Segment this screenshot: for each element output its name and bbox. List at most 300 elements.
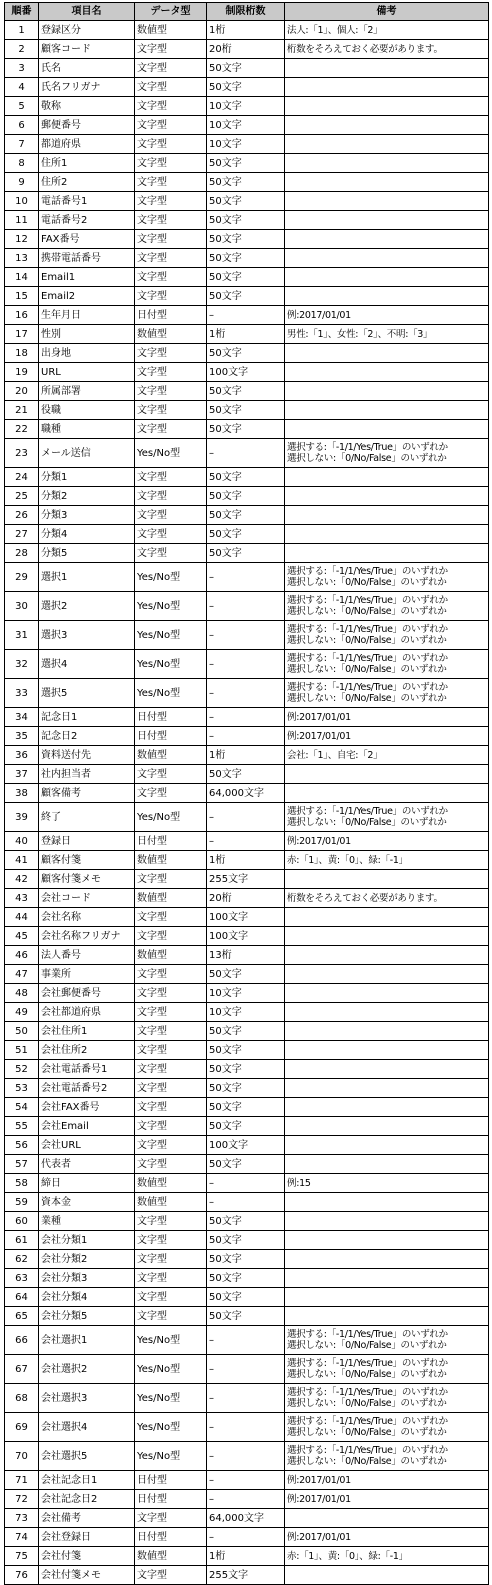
note-cell (285, 468, 489, 487)
note-cell (285, 154, 489, 173)
row-number: 22 (5, 420, 39, 439)
limit-cell: – (207, 563, 285, 592)
row-number: 74 (5, 1528, 39, 1547)
data-type-cell: 文字型 (135, 870, 207, 889)
limit-cell: – (207, 592, 285, 621)
data-type-cell: 文字型 (135, 344, 207, 363)
note-cell (285, 1003, 489, 1022)
note-cell (285, 984, 489, 1003)
limit-cell: – (207, 832, 285, 851)
data-type-cell: 文字型 (135, 420, 207, 439)
note-line: 選択しない:「0/No/False」のいずれか (287, 1427, 447, 1438)
table-row (5, 1528, 489, 1547)
field-name-cell: URL (39, 363, 135, 382)
row-number: 14 (5, 268, 39, 287)
table-row (5, 173, 489, 192)
field-name-cell: 会社郵便番号 (39, 984, 135, 1003)
limit-cell: – (207, 306, 285, 325)
row-number: 50 (5, 1022, 39, 1041)
data-type-cell: 文字型 (135, 382, 207, 401)
row-number: 27 (5, 525, 39, 544)
note-line: 選択する:「-1/1/Yes/True」のいずれか (287, 653, 448, 664)
data-type-cell: 文字型 (135, 1250, 207, 1269)
field-name-cell: 法人番号 (39, 946, 135, 965)
table-row (5, 211, 489, 230)
data-type-cell: 文字型 (135, 59, 207, 78)
table-row (5, 784, 489, 803)
limit-cell: 50文字 (207, 506, 285, 525)
row-number: 28 (5, 544, 39, 563)
field-name-cell: 選択5 (39, 679, 135, 708)
table-row (5, 746, 489, 765)
field-name-cell: 会社コード (39, 889, 135, 908)
data-type-cell: 日付型 (135, 306, 207, 325)
table-row (5, 59, 489, 78)
table-row (5, 268, 489, 287)
limit-cell: – (207, 1413, 285, 1442)
field-name-cell: 会社分類4 (39, 1288, 135, 1307)
note-cell (285, 727, 489, 746)
data-type-cell: 数値型 (135, 1174, 207, 1193)
field-name-cell: 分類2 (39, 487, 135, 506)
row-number: 21 (5, 401, 39, 420)
field-name-cell: 会社分類2 (39, 1250, 135, 1269)
table-row (5, 889, 489, 908)
row-number: 11 (5, 211, 39, 230)
limit-cell: – (207, 1490, 285, 1509)
table-row (5, 851, 489, 870)
row-number: 48 (5, 984, 39, 1003)
row-number: 41 (5, 851, 39, 870)
table-row (5, 401, 489, 420)
note-line: 選択しない:「0/No/False」のいずれか (287, 1369, 447, 1380)
data-type-cell: 文字型 (135, 173, 207, 192)
note-cell (285, 1041, 489, 1060)
note-cell (285, 650, 489, 679)
note-line: 選択する:「-1/1/Yes/True」のいずれか (287, 595, 448, 606)
note-line: 例:2017/01/01 (287, 711, 351, 723)
note-cell (285, 870, 489, 889)
data-type-cell: 日付型 (135, 727, 207, 746)
note-line: 桁数をそろえておく必要があります。 (287, 43, 443, 55)
row-number: 44 (5, 908, 39, 927)
table-row (5, 135, 489, 154)
header-no: 順番 (5, 3, 39, 21)
data-type-cell: 日付型 (135, 1528, 207, 1547)
note-line: 選択しない:「0/No/False」のいずれか (287, 635, 447, 646)
data-type-cell: Yes/No型 (135, 1442, 207, 1471)
field-name-cell: 記念日1 (39, 708, 135, 727)
table-row (5, 1136, 489, 1155)
limit-cell: 50文字 (207, 249, 285, 268)
field-name-cell: 登録日 (39, 832, 135, 851)
table-row (5, 1174, 489, 1193)
field-name-cell: 敬称 (39, 97, 135, 116)
note-cell (285, 344, 489, 363)
field-name-cell: 会社選択3 (39, 1384, 135, 1413)
data-type-cell: 文字型 (135, 1155, 207, 1174)
limit-cell: – (207, 1471, 285, 1490)
limit-cell: 50文字 (207, 287, 285, 306)
field-name-cell: 会社電話番号2 (39, 1079, 135, 1098)
table-row (5, 1288, 489, 1307)
limit-cell: 50文字 (207, 1307, 285, 1326)
field-name-cell: 分類4 (39, 525, 135, 544)
header-field-name: 項目名 (39, 3, 135, 21)
row-number: 49 (5, 1003, 39, 1022)
data-type-cell: 文字型 (135, 1288, 207, 1307)
limit-cell: 50文字 (207, 1079, 285, 1098)
data-type-cell: 数値型 (135, 325, 207, 344)
note-line: 選択する:「-1/1/Yes/True」のいずれか (287, 1358, 448, 1369)
table-row (5, 97, 489, 116)
data-type-cell: 文字型 (135, 1117, 207, 1136)
data-type-cell: 文字型 (135, 908, 207, 927)
field-name-cell: 郵便番号 (39, 116, 135, 135)
note-cell (285, 287, 489, 306)
field-name-cell: 顧客備考 (39, 784, 135, 803)
table-row (5, 325, 489, 344)
note-line: 選択しない:「0/No/False」のいずれか (287, 664, 447, 675)
row-number: 38 (5, 784, 39, 803)
row-number: 16 (5, 306, 39, 325)
note-cell (285, 1413, 489, 1442)
table-row (5, 439, 489, 468)
field-name-cell: Email2 (39, 287, 135, 306)
field-name-cell: 会社分類5 (39, 1307, 135, 1326)
table-row (5, 249, 489, 268)
data-type-cell: 文字型 (135, 984, 207, 1003)
note-cell (285, 211, 489, 230)
field-name-cell: 資料送付先 (39, 746, 135, 765)
table-row (5, 621, 489, 650)
row-number: 20 (5, 382, 39, 401)
note-line: 桁数をそろえておく必要があります。 (287, 892, 443, 904)
note-cell (285, 889, 489, 908)
note-cell (285, 21, 489, 40)
data-type-cell: 文字型 (135, 544, 207, 563)
row-number: 46 (5, 946, 39, 965)
row-number: 40 (5, 832, 39, 851)
note-line: 選択する:「-1/1/Yes/True」のいずれか (287, 1416, 448, 1427)
data-type-cell: 文字型 (135, 287, 207, 306)
limit-cell: 50文字 (207, 1212, 285, 1231)
row-number: 47 (5, 965, 39, 984)
row-number: 30 (5, 592, 39, 621)
data-type-cell: 文字型 (135, 525, 207, 544)
data-type-cell: Yes/No型 (135, 679, 207, 708)
data-type-cell: Yes/No型 (135, 1326, 207, 1355)
data-type-cell: 文字型 (135, 784, 207, 803)
limit-cell: 1桁 (207, 21, 285, 40)
note-cell (285, 1490, 489, 1509)
row-number: 37 (5, 765, 39, 784)
row-number: 13 (5, 249, 39, 268)
note-cell (285, 525, 489, 544)
header-row (5, 3, 489, 21)
note-line: 赤:「1」、黄:「0」、緑:「-1」 (287, 1550, 408, 1562)
note-cell (285, 621, 489, 650)
note-line: 選択する:「-1/1/Yes/True」のいずれか (287, 1387, 448, 1398)
limit-cell: – (207, 1326, 285, 1355)
note-cell (285, 765, 489, 784)
field-name-cell: 会社選択2 (39, 1355, 135, 1384)
note-cell (285, 1212, 489, 1231)
field-name-cell: 会社付箋メモ (39, 1566, 135, 1585)
note-cell (285, 908, 489, 927)
note-cell (285, 249, 489, 268)
limit-cell: 50文字 (207, 765, 285, 784)
limit-cell: – (207, 650, 285, 679)
field-name-cell: 選択3 (39, 621, 135, 650)
field-name-cell: 役職 (39, 401, 135, 420)
row-number: 1 (5, 21, 39, 40)
limit-cell: 255文字 (207, 870, 285, 889)
row-number: 59 (5, 1193, 39, 1212)
field-name-cell: 会社分類1 (39, 1231, 135, 1250)
note-cell (285, 135, 489, 154)
field-name-cell: 会社選択1 (39, 1326, 135, 1355)
note-line: 選択する:「-1/1/Yes/True」のいずれか (287, 806, 448, 817)
data-type-cell: 文字型 (135, 363, 207, 382)
data-type-cell: Yes/No型 (135, 1384, 207, 1413)
row-number: 63 (5, 1269, 39, 1288)
row-number: 71 (5, 1471, 39, 1490)
data-type-cell: Yes/No型 (135, 803, 207, 832)
note-cell (285, 851, 489, 870)
data-type-cell: 数値型 (135, 21, 207, 40)
note-cell (285, 1079, 489, 1098)
note-cell (285, 592, 489, 621)
field-name-cell: 会社名称フリガナ (39, 927, 135, 946)
table-row (5, 363, 489, 382)
note-cell (285, 40, 489, 59)
row-number: 60 (5, 1212, 39, 1231)
limit-cell: 50文字 (207, 525, 285, 544)
row-number: 17 (5, 325, 39, 344)
table-row (5, 1098, 489, 1117)
table-row (5, 1060, 489, 1079)
data-type-cell: Yes/No型 (135, 1413, 207, 1442)
table-row (5, 1022, 489, 1041)
table-row (5, 344, 489, 363)
row-number: 33 (5, 679, 39, 708)
row-number: 35 (5, 727, 39, 746)
header-limit: 制限桁数 (207, 3, 285, 21)
limit-cell: – (207, 1442, 285, 1471)
header-data-type: データ型 (135, 3, 207, 21)
data-type-cell: Yes/No型 (135, 563, 207, 592)
limit-cell: 50文字 (207, 1288, 285, 1307)
field-name-cell: 終了 (39, 803, 135, 832)
data-type-cell: 数値型 (135, 851, 207, 870)
table-row (5, 1307, 489, 1326)
note-cell (285, 439, 489, 468)
data-type-cell: 数値型 (135, 1193, 207, 1212)
row-number: 9 (5, 173, 39, 192)
table-row (5, 1355, 489, 1384)
row-number: 6 (5, 116, 39, 135)
row-number: 29 (5, 563, 39, 592)
data-type-cell: 文字型 (135, 965, 207, 984)
field-name-cell: FAX番号 (39, 230, 135, 249)
limit-cell: – (207, 1355, 285, 1384)
row-number: 75 (5, 1547, 39, 1566)
note-cell (285, 803, 489, 832)
field-name-cell: 会社分類3 (39, 1269, 135, 1288)
limit-cell: 1桁 (207, 851, 285, 870)
note-line: 例:2017/01/01 (287, 1493, 351, 1505)
row-number: 12 (5, 230, 39, 249)
note-cell (285, 325, 489, 344)
limit-cell: 64,000文字 (207, 1509, 285, 1528)
table-row (5, 1384, 489, 1413)
table-row (5, 1326, 489, 1355)
table-row (5, 1193, 489, 1212)
limit-cell: 50文字 (207, 544, 285, 563)
note-cell (285, 59, 489, 78)
limit-cell: – (207, 1174, 285, 1193)
row-number: 31 (5, 621, 39, 650)
field-name-cell: 代表者 (39, 1155, 135, 1174)
field-name-cell: 所属部署 (39, 382, 135, 401)
note-cell (285, 506, 489, 525)
limit-cell: 50文字 (207, 173, 285, 192)
data-type-cell: 文字型 (135, 401, 207, 420)
row-number: 26 (5, 506, 39, 525)
data-type-cell: 文字型 (135, 1060, 207, 1079)
row-number: 65 (5, 1307, 39, 1326)
data-type-cell: 文字型 (135, 211, 207, 230)
note-cell (285, 1098, 489, 1117)
row-number: 58 (5, 1174, 39, 1193)
row-number: 23 (5, 439, 39, 468)
data-type-cell: 文字型 (135, 765, 207, 784)
row-number: 19 (5, 363, 39, 382)
row-number: 54 (5, 1098, 39, 1117)
data-type-cell: 文字型 (135, 1212, 207, 1231)
row-number: 15 (5, 287, 39, 306)
table-row (5, 1547, 489, 1566)
field-name-cell: 住所1 (39, 154, 135, 173)
note-cell (285, 487, 489, 506)
field-name-cell: 電話番号2 (39, 211, 135, 230)
note-cell (285, 832, 489, 851)
limit-cell: 50文字 (207, 1117, 285, 1136)
note-line: 例:15 (287, 1177, 311, 1189)
note-line: 選択しない:「0/No/False」のいずれか (287, 817, 447, 828)
limit-cell: 100文字 (207, 363, 285, 382)
data-type-cell: 文字型 (135, 1136, 207, 1155)
note-cell (285, 1509, 489, 1528)
note-cell (285, 784, 489, 803)
table-row (5, 803, 489, 832)
note-cell (285, 746, 489, 765)
row-number: 68 (5, 1384, 39, 1413)
field-name-cell: 締日 (39, 1174, 135, 1193)
data-type-cell: 文字型 (135, 487, 207, 506)
row-number: 8 (5, 154, 39, 173)
limit-cell: 50文字 (207, 1041, 285, 1060)
field-name-cell: 分類3 (39, 506, 135, 525)
row-number: 62 (5, 1250, 39, 1269)
field-name-cell: 顧客コード (39, 40, 135, 59)
limit-cell: 255文字 (207, 1566, 285, 1585)
data-type-cell: 数値型 (135, 1547, 207, 1566)
table-row (5, 1003, 489, 1022)
row-number: 24 (5, 468, 39, 487)
note-line: 例:2017/01/01 (287, 1474, 351, 1486)
table-row (5, 727, 489, 746)
table-row (5, 1490, 489, 1509)
row-number: 53 (5, 1079, 39, 1098)
table-row (5, 1155, 489, 1174)
note-cell (285, 1471, 489, 1490)
limit-cell: 20桁 (207, 889, 285, 908)
table-row (5, 650, 489, 679)
row-number: 42 (5, 870, 39, 889)
data-type-cell: 文字型 (135, 1041, 207, 1060)
data-type-cell: 文字型 (135, 927, 207, 946)
field-name-cell: 電話番号1 (39, 192, 135, 211)
limit-cell: 50文字 (207, 1269, 285, 1288)
limit-cell: 10文字 (207, 1003, 285, 1022)
limit-cell: 1桁 (207, 325, 285, 344)
data-type-cell: 数値型 (135, 889, 207, 908)
field-name-cell: 資本金 (39, 1193, 135, 1212)
note-cell (285, 1231, 489, 1250)
note-cell (285, 1155, 489, 1174)
field-name-cell: 選択4 (39, 650, 135, 679)
table-row (5, 544, 489, 563)
field-name-cell: Email1 (39, 268, 135, 287)
data-type-cell: 文字型 (135, 1307, 207, 1326)
note-line: 例:2017/01/01 (287, 730, 351, 742)
field-name-cell: 会社URL (39, 1136, 135, 1155)
data-type-cell: 文字型 (135, 1509, 207, 1528)
note-line: 選択する:「-1/1/Yes/True」のいずれか (287, 1445, 448, 1456)
data-type-cell: 文字型 (135, 116, 207, 135)
field-name-cell: 会社選択5 (39, 1442, 135, 1471)
note-line: 選択する:「-1/1/Yes/True」のいずれか (287, 566, 448, 577)
data-type-cell: 日付型 (135, 832, 207, 851)
limit-cell: 50文字 (207, 344, 285, 363)
data-type-cell: 文字型 (135, 1231, 207, 1250)
note-line: 赤:「1」、黄:「0」、緑:「-1」 (287, 854, 408, 866)
table-row (5, 1231, 489, 1250)
note-line: 選択しない:「0/No/False」のいずれか (287, 453, 447, 464)
limit-cell: – (207, 727, 285, 746)
note-line: 選択する:「-1/1/Yes/True」のいずれか (287, 442, 448, 453)
field-spec-table (4, 2, 489, 1585)
data-type-cell: 日付型 (135, 1490, 207, 1509)
limit-cell: 100文字 (207, 908, 285, 927)
note-cell (285, 1442, 489, 1471)
data-type-cell: 文字型 (135, 1098, 207, 1117)
note-cell (285, 192, 489, 211)
table-row (5, 908, 489, 927)
limit-cell: – (207, 679, 285, 708)
field-name-cell: 生年月日 (39, 306, 135, 325)
table-row (5, 679, 489, 708)
note-cell (285, 1136, 489, 1155)
note-line: 選択しない:「0/No/False」のいずれか (287, 606, 447, 617)
table-row (5, 946, 489, 965)
note-cell (285, 927, 489, 946)
note-line: 選択しない:「0/No/False」のいずれか (287, 1456, 447, 1467)
limit-cell: 64,000文字 (207, 784, 285, 803)
field-name-cell: 会社都道府県 (39, 1003, 135, 1022)
